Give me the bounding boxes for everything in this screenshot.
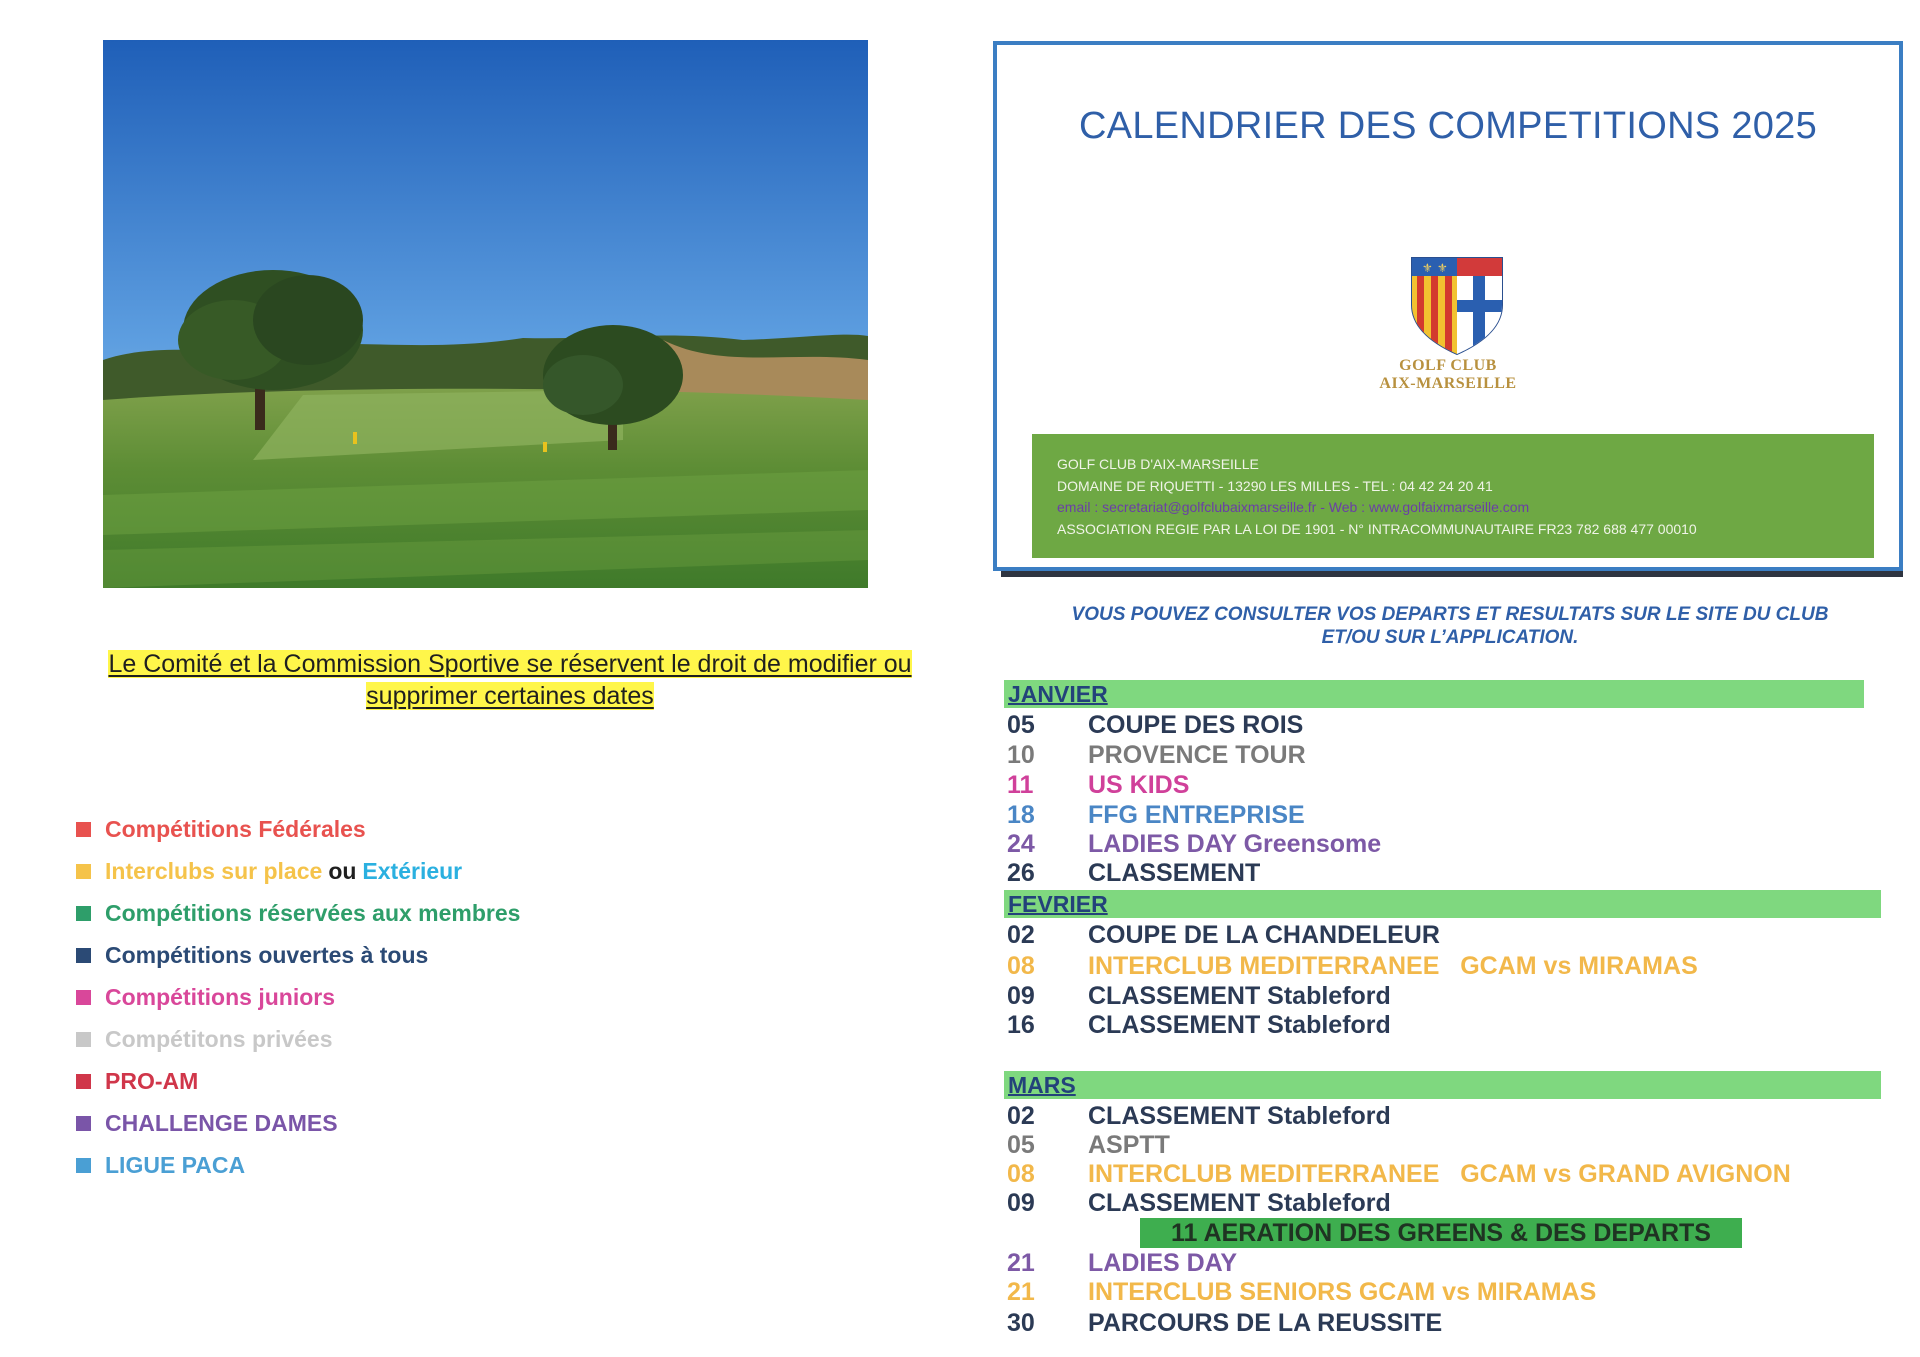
greens-aeration-banner: 11 AERATION DES GREENS & DES DEPARTS: [1140, 1218, 1742, 1248]
event-day: 21: [1007, 1249, 1035, 1277]
event-title: CLASSEMENT Stableford: [1088, 1189, 1391, 1217]
legend-swatch: [76, 1032, 91, 1047]
month-name: JANVIER: [1008, 681, 1108, 707]
event-title: COUPE DE LA CHANDELEUR: [1088, 921, 1440, 949]
legend-item-interclubs: [76, 850, 520, 892]
legend-item-privees: [76, 1018, 520, 1060]
club-crest-logo: [1407, 250, 1507, 355]
color-legend: [76, 808, 520, 1186]
event-day: 21: [1007, 1278, 1035, 1306]
event-title: CLASSEMENT Stableford: [1088, 982, 1391, 1010]
event-title: PROVENCE TOUR: [1088, 741, 1306, 769]
contact-registration: ASSOCIATION REGIE PAR LA LOI DE 1901 - N° INTRACOMMUNAUTAIRE FR23 782 688 477 00010: [1057, 520, 1697, 537]
month-name: FEVRIER: [1008, 891, 1108, 917]
event-day: 02: [1007, 1102, 1035, 1130]
legend-swatch: [76, 906, 91, 921]
legend-label: Compétitions ouvertes à tous: [105, 941, 429, 968]
club-name-line1: GOLF CLUB: [1399, 357, 1497, 374]
event-title: CLASSEMENT: [1088, 859, 1261, 887]
legend-label: Compétitions réservées aux membres: [105, 899, 521, 926]
event-title: FFG ENTREPRISE: [1088, 801, 1305, 829]
legend-swatch: [76, 990, 91, 1005]
event-day: 26: [1007, 859, 1035, 887]
legend-item-ligue-paca: [76, 1144, 520, 1186]
event-title: INTERCLUB SENIORS GCAM vs MIRAMAS: [1088, 1278, 1597, 1306]
legend-label: Interclubs sur place: [105, 857, 323, 884]
intro-line2: ET/OU SUR L’APPLICATION.: [1321, 627, 1579, 648]
legend-swatch: [76, 948, 91, 963]
disclaimer-line1: Le Comité et la Commission Sportive se réservent le droit de modifier ou: [108, 650, 912, 678]
month-header-mars: [1004, 1071, 1881, 1099]
event-day: 05: [1007, 1131, 1035, 1159]
legend-swatch: [76, 1116, 91, 1131]
legend-label: LIGUE PACA: [105, 1151, 246, 1178]
event-title: US KIDS: [1088, 771, 1190, 799]
month-name: MARS: [1008, 1072, 1076, 1098]
club-name-line2: AIX-MARSEILLE: [1379, 375, 1517, 392]
legend-label: CHALLENGE DAMES: [105, 1109, 338, 1136]
contact-email-web: email : secretariat@golfclubaixmarseille.fr - Web : www.golfaixmarseille.com: [1057, 499, 1530, 515]
month-header-janvier: [1004, 680, 1864, 708]
page-title: CALENDRIER DES COMPETITIONS 2025: [1078, 105, 1818, 147]
intro-line1: VOUS POUVEZ CONSULTER VOS DEPARTS ET RESULTATS SUR LE SITE DU CLUB: [1071, 604, 1829, 625]
legend-item-pro-am: [76, 1060, 520, 1102]
golf-course-photo: [103, 40, 868, 588]
event-day: 05: [1007, 711, 1035, 739]
event-title: COUPE DES ROIS: [1088, 711, 1304, 739]
legend-item-federales: [76, 808, 520, 850]
event-title: ASPTT: [1088, 1131, 1170, 1159]
legend-label: Compétitons privées: [105, 1025, 333, 1052]
intro-note: [1000, 603, 1900, 649]
event-title: CLASSEMENT Stableford: [1088, 1102, 1391, 1130]
legend-separator: ou: [328, 857, 357, 884]
legend-label: PRO-AM: [105, 1067, 199, 1094]
event-day: 16: [1007, 1011, 1035, 1039]
event-day: 09: [1007, 1189, 1035, 1217]
event-day: 10: [1007, 741, 1035, 769]
legend-item-challenge-dames: [76, 1102, 520, 1144]
header-shadow-bar: [1001, 571, 1903, 577]
event-day: 11: [1007, 771, 1034, 799]
event-title: INTERCLUB MEDITERRANEE GCAM vs MIRAMAS: [1088, 952, 1698, 980]
event-day: 24: [1007, 830, 1035, 858]
legend-swatch: [76, 822, 91, 837]
contact-name: GOLF CLUB D'AIX-MARSEILLE: [1057, 456, 1259, 472]
event-title: INTERCLUB MEDITERRANEE GCAM vs GRAND AVIGNON: [1088, 1160, 1791, 1188]
legend-item-membres: [76, 892, 520, 934]
club-contact-box: [1032, 434, 1874, 558]
disclaimer-line2: supprimer certaines dates: [366, 682, 654, 710]
legend-item-juniors: [76, 976, 520, 1018]
event-day: 08: [1007, 952, 1035, 980]
legend-item-ouvertes: [76, 934, 520, 976]
legend-swatch: [76, 1158, 91, 1173]
calendar-header-frame: [993, 41, 1903, 571]
legend-label: Compétitions Fédérales: [105, 815, 366, 842]
legend-swatch: [76, 864, 91, 879]
event-title: PARCOURS DE LA REUSSITE: [1088, 1309, 1443, 1337]
legend-label: Compétitions juniors: [105, 983, 335, 1010]
svg-text:⚜: ⚜: [1437, 261, 1448, 275]
event-day: 30: [1007, 1309, 1035, 1337]
event-day: 08: [1007, 1160, 1035, 1188]
event-title: CLASSEMENT Stableford: [1088, 1011, 1391, 1039]
event-title: LADIES DAY Greensome: [1088, 830, 1382, 858]
event-title: LADIES DAY: [1088, 1249, 1238, 1277]
club-name: [997, 357, 1899, 393]
legend-swatch: [76, 1074, 91, 1089]
month-header-fevrier: [1004, 890, 1881, 918]
event-day: 02: [1007, 921, 1035, 949]
contact-address: DOMAINE DE RIQUETTI - 13290 LES MILLES - TEL : 04 42 24 20 41: [1057, 477, 1493, 494]
disclaimer-note: [60, 648, 960, 712]
event-day: 09: [1007, 982, 1035, 1010]
event-day: 18: [1007, 801, 1035, 829]
legend-label-exterieur: Extérieur: [362, 857, 463, 884]
svg-text:⚜: ⚜: [1422, 261, 1433, 275]
